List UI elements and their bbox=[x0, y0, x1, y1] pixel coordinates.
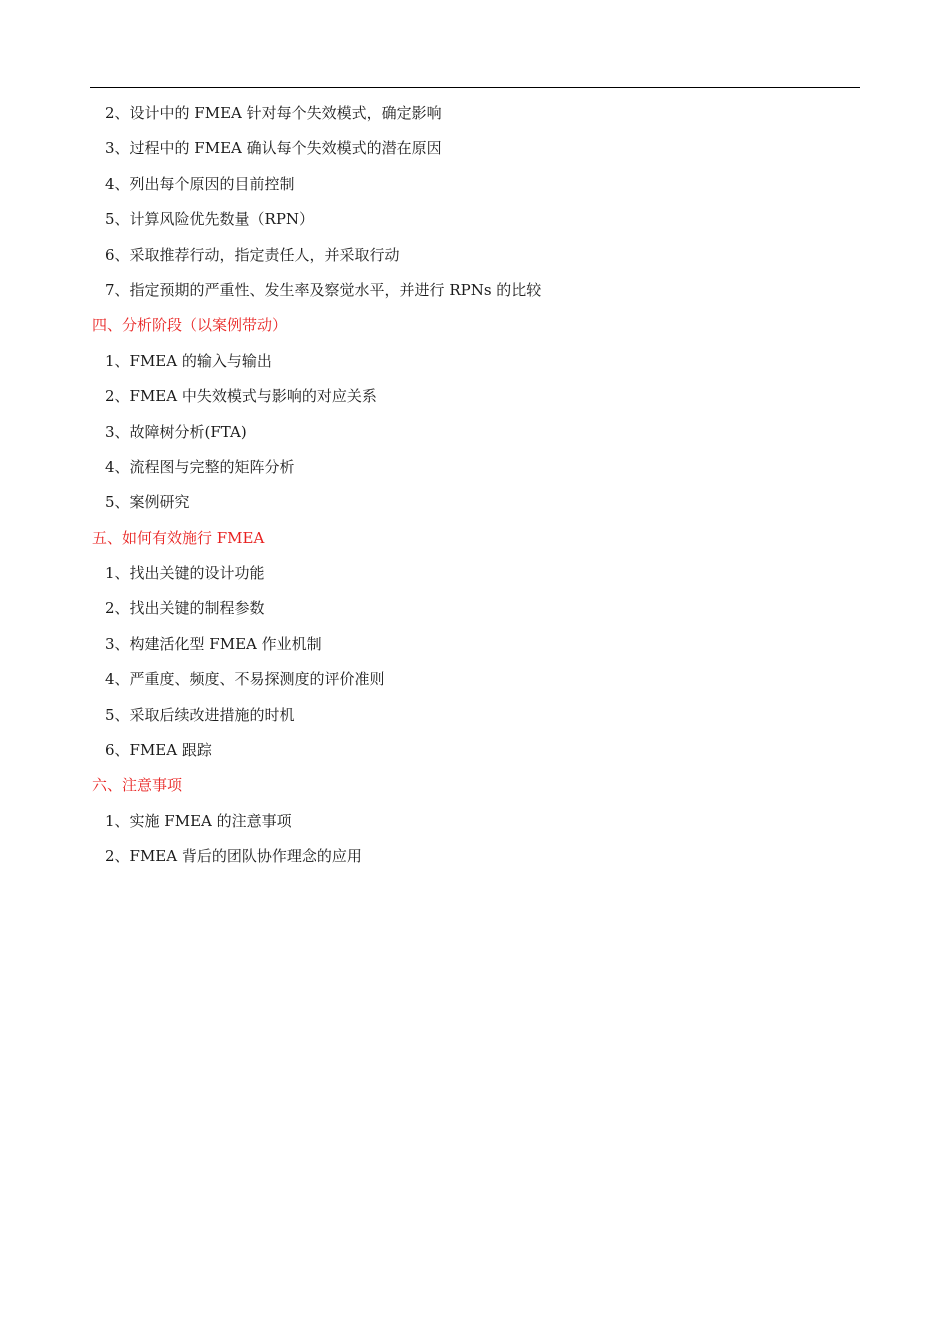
list-item: 5、案例研究 bbox=[105, 493, 190, 512]
list-item: 2、设计中的 FMEA 针对每个失效模式，确定影响 bbox=[105, 104, 442, 122]
list-item: 1、FMEA 的输入与输出 bbox=[105, 351, 272, 370]
list-item: 7、指定预期的严重性、发生率及察觉水平，并进行 RPNs 的比较 bbox=[105, 280, 542, 299]
list-item: 3、故障树分析(FTA) bbox=[105, 422, 247, 441]
list-item: 5、采取后续改进措施的时机 bbox=[105, 705, 295, 724]
header-rule bbox=[90, 87, 860, 88]
list-item: 6、采取推荐行动，指定责任人，并采取行动 bbox=[105, 245, 400, 264]
list-item: 2、FMEA 背后的团队协作理念的应用 bbox=[105, 847, 362, 866]
list-item: 6、FMEA 跟踪 bbox=[105, 741, 212, 760]
list-item: 3、构建活化型 FMEA 作业机制 bbox=[105, 634, 322, 653]
list-item: 2、找出关键的制程参数 bbox=[105, 599, 265, 618]
list-item: 2、FMEA 中失效模式与影响的对应关系 bbox=[105, 387, 377, 406]
list-item: 4、严重度、频度、不易探测度的评价准则 bbox=[105, 670, 385, 689]
section-heading: 五、如何有效施行 FMEA bbox=[92, 528, 265, 547]
section-heading: 四、分析阶段（以案例带动） bbox=[92, 316, 288, 335]
section-heading: 六、注意事项 bbox=[92, 776, 183, 795]
list-item: 4、列出每个原因的目前控制 bbox=[105, 174, 295, 193]
list-item: 3、过程中的 FMEA 确认每个失效模式的潜在原因 bbox=[105, 139, 442, 158]
list-item: 1、实施 FMEA 的注意事项 bbox=[105, 811, 292, 830]
document-body bbox=[92, 96, 858, 875]
list-item: 4、流程图与完整的矩阵分析 bbox=[105, 457, 295, 476]
list-item: 1、找出关键的设计功能 bbox=[105, 564, 265, 583]
list-item: 5、计算风险优先数量（RPN） bbox=[105, 210, 315, 229]
